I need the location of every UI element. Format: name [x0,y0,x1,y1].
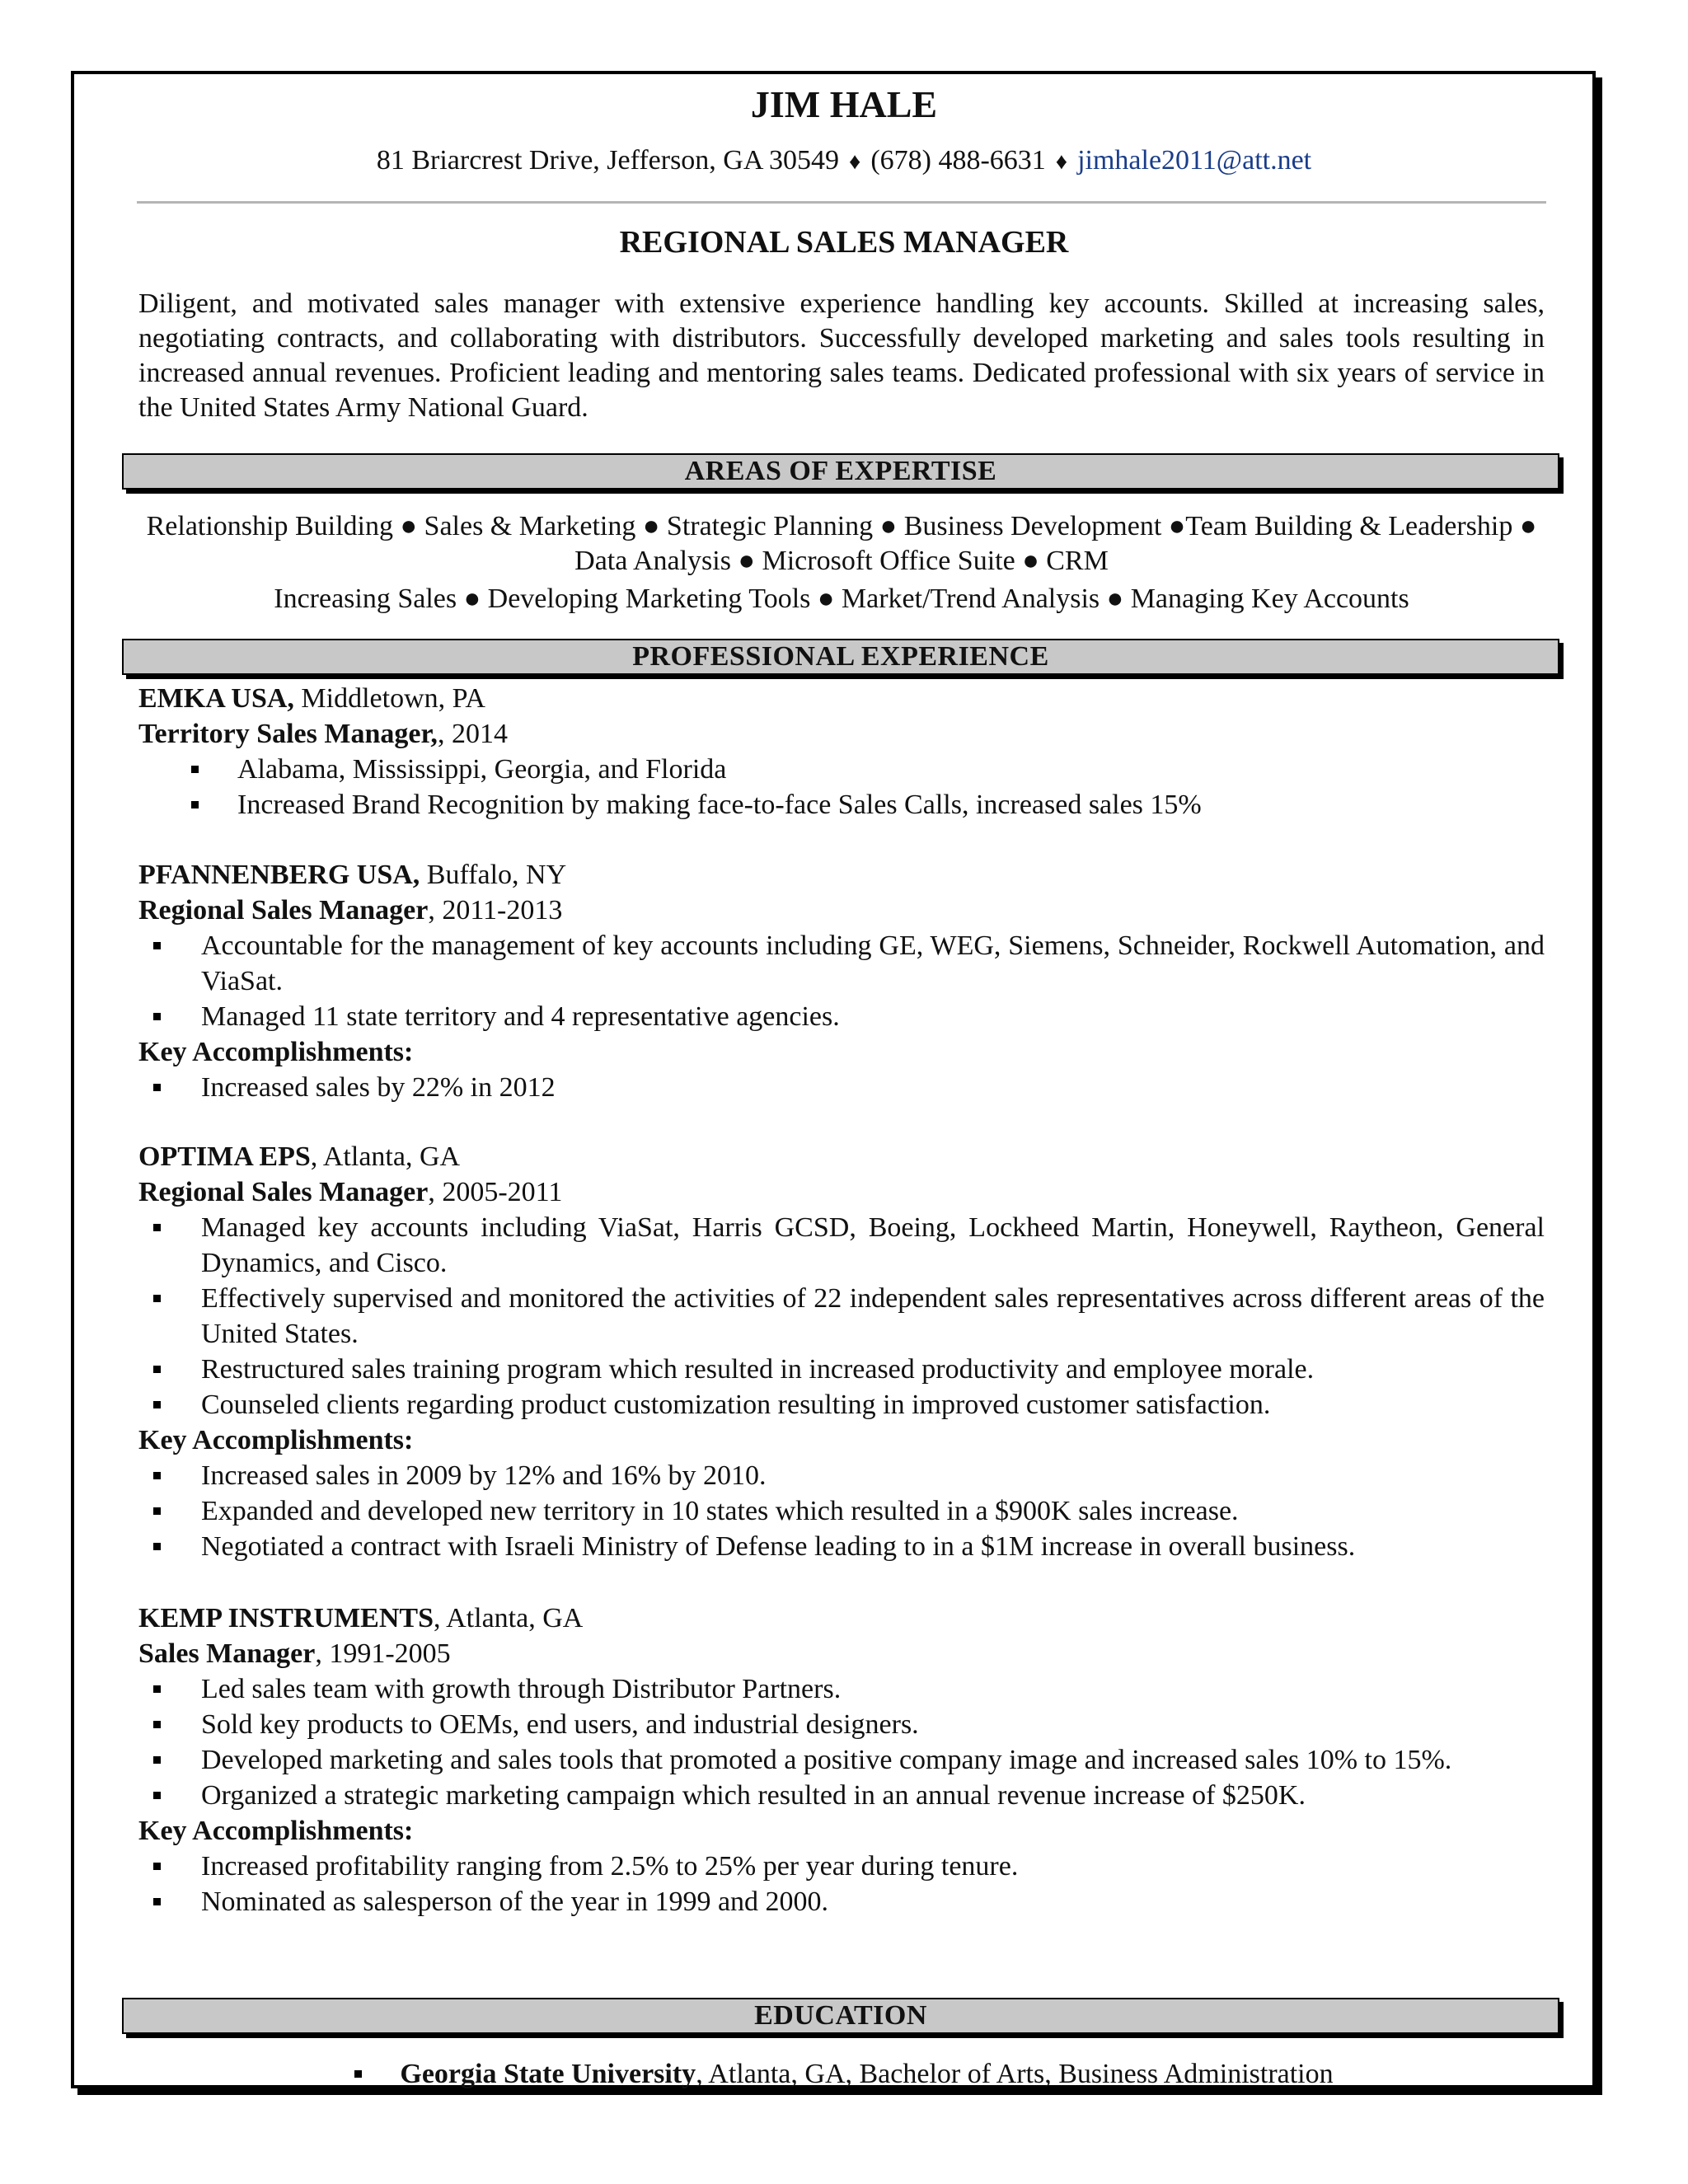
key-accomplishments-label: Key Accomplishments: [138,1425,414,1455]
role-line [138,893,1545,928]
list-item: Alabama, Mississippi, Georgia, and Florida [138,752,1545,787]
bullet-square-icon [354,2070,362,2078]
key-accomplishments-label: Key Accomplishments: [138,1816,414,1846]
job-entry-pfannenberg [138,857,1545,1105]
role-title: Regional Sales Manager [138,1177,429,1207]
company-name: KEMP INSTRUMENTS [138,1603,434,1633]
company-line [138,1139,1545,1174]
role-dates: , 1991-2005 [315,1638,451,1669]
role-line [138,1174,1545,1210]
list-item: Expanded and developed new territory in 10 states which resulted in a $900K sales increase. [138,1493,1545,1529]
role-dates: , 2014 [437,719,508,749]
header-divider [137,201,1546,204]
summary-paragraph: Diligent, and motivated sales manager with extensive experience handling key accounts. Skilled at increasing sales, negotiating contracts, and collaborating with distributors. Successfully developed marketing and sales tools resulting in increased annual revenues. Proficient leading and mentoring sales teams. Dedicated professional with six years of service in the United States Army National Guard. [138,288,1545,423]
list-item: Managed key accounts including ViaSat, Harris GCSD, Boeing, Lockheed Martin, Honeywell, Raytheon, General Dynamics, and Cisco. [138,1210,1545,1281]
company-name: PFANNENBERG USA, [138,860,420,890]
email-link[interactable]: jimhale2011@att.net [1077,145,1312,176]
role-line [138,716,1545,752]
role-title: Territory Sales Manager, [138,719,438,749]
list-item: Effectively supervised and monitored the activities of 22 independent sales representatives across different areas of the United States. [138,1281,1545,1352]
accomplishment-list [138,1070,1545,1105]
list-item: Increased profitability ranging from 2.5% to 25% per year during tenure. [138,1849,1545,1884]
company-line [138,1601,1545,1636]
role-dates: , 2011-2013 [428,895,563,926]
role-title: Regional Sales Manager [138,895,429,926]
job-entry-emka [138,681,1545,823]
list-item: Increased sales in 2009 by 12% and 16% by 2010. [138,1458,1545,1493]
company-location: , Atlanta, GA [434,1603,584,1633]
expertise-line-2: Increasing Sales ● Developing Marketing Tools ● Market/Trend Analysis ● Managing Key Accounts [274,583,1409,614]
job-entry-optima [138,1139,1545,1564]
company-line [138,681,1545,716]
responsibility-list [138,1210,1545,1422]
list-item: Counseled clients regarding product customization resulting in improved customer satisfaction. [138,1387,1545,1422]
phone: (678) 488-6631 [870,145,1046,176]
company-name: EMKA USA, [138,683,294,714]
company-name: OPTIMA EPS [138,1141,311,1172]
accomplishment-list [138,1458,1545,1564]
company-location: Middletown, PA [293,683,485,714]
company-location: Buffalo, NY [420,860,567,890]
list-item: Developed marketing and sales tools that promoted a positive company image and increased sales 10% to 15%. [138,1742,1545,1778]
responsibility-list [138,928,1545,1034]
company-location: , Atlanta, GA [310,1141,461,1172]
list-item: Managed 11 state territory and 4 representative agencies. [138,999,1545,1034]
list-item: Increased sales by 22% in 2012 [138,1070,1545,1105]
list-item: Led sales team with growth through Distributor Partners. [138,1671,1545,1707]
section-heading-experience: PROFESSIONAL EXPERIENCE [122,639,1559,675]
role-line [138,1636,1545,1671]
key-accomplishments-label: Key Accomplishments: [138,1037,414,1067]
list-item: Nominated as salesperson of the year in 1999 and 2000. [138,1884,1545,1919]
role-dates: , 2005-2011 [428,1177,563,1207]
list-item: Accountable for the management of key accounts including GE, WEG, Siemens, Schneider, Rockwell Automation, and ViaSat. [138,928,1545,999]
responsibility-list [138,1671,1545,1813]
education-entry [0,2059,1688,2090]
list-item: Sold key products to OEMs, end users, and industrial designers. [138,1707,1545,1742]
degree-details: , Atlanta, GA, Bachelor of Arts, Business Administration [696,2059,1334,2089]
list-item: Increased Brand Recognition by making face-to-face Sales Calls, increased sales 15% [138,787,1545,823]
responsibility-list [138,752,1545,823]
section-heading-education: EDUCATION [122,1998,1559,2034]
school-name: Georgia State University [400,2059,696,2089]
list-item: Restructured sales training program which resulted in increased productivity and employee morale. [138,1352,1545,1387]
list-item: Negotiated a contract with Israeli Ministry of Defense leading to in a $1M increase in overall business. [138,1529,1545,1564]
candidate-name: JIM HALE [750,83,938,125]
list-item: Organized a strategic marketing campaign which resulted in an annual revenue increase of $250K. [138,1778,1545,1813]
diamond-separator-icon: ♦ [849,149,861,175]
address: 81 Briarcrest Drive, Jefferson, GA 30549 [376,145,840,176]
company-line [138,857,1545,893]
role-title: Sales Manager [138,1638,316,1669]
accomplishment-list [138,1849,1545,1919]
job-entry-kemp [138,1601,1545,1919]
diamond-separator-icon: ♦ [1055,149,1068,175]
expertise-line-1: Relationship Building ● Sales & Marketing ● Strategic Planning ● Business Development ●Team Building & Leadership ● Data Analysis ● Microsoft Office Suite ● CRM [146,511,1537,576]
section-heading-expertise: AREAS OF EXPERTISE [122,453,1559,490]
contact-line [0,145,1688,176]
job-title-heading: REGIONAL SALES MANAGER [619,225,1069,260]
